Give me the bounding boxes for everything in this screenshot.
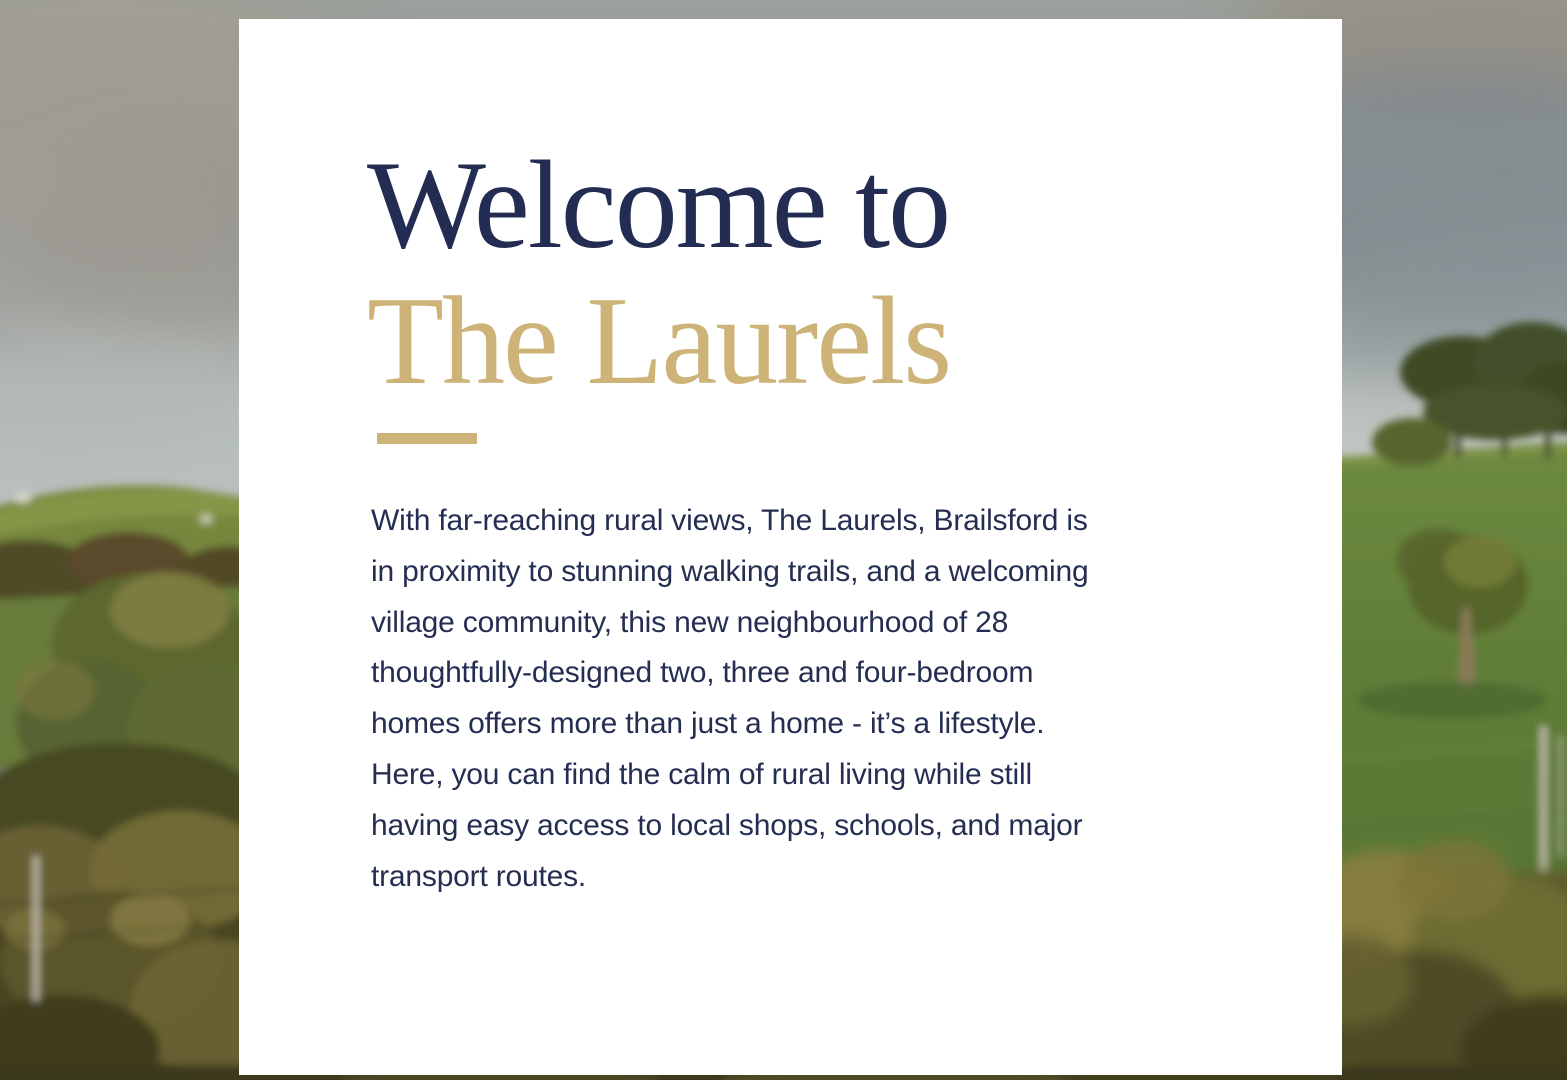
paragraph-line: With far-reaching rural views, The Laurels, Brailsford is: [371, 504, 1088, 537]
page-title: Welcome to: [367, 136, 950, 275]
paragraph-line: in proximity to stunning walking trails, and a welcoming: [371, 554, 1089, 588]
paragraph-line: having easy access to local shops, schools, and major: [371, 808, 1083, 842]
gold-divider: [377, 433, 477, 444]
paragraph-line: Here, you can find the calm of rural living while still: [371, 757, 1032, 791]
paragraph-line: village community, this new neighbourhood of 28: [371, 605, 1009, 639]
page-subtitle: The Laurels: [367, 272, 951, 411]
paragraph-line: thoughtfully-designed two, three and four-bedroom: [371, 656, 1034, 690]
paragraph-line: transport routes.: [371, 859, 587, 893]
content-card: [239, 19, 1342, 1075]
intro-paragraph: [371, 496, 1232, 902]
paragraph-line: homes offers more than just a home - it’s a lifestyle.: [371, 707, 1045, 741]
